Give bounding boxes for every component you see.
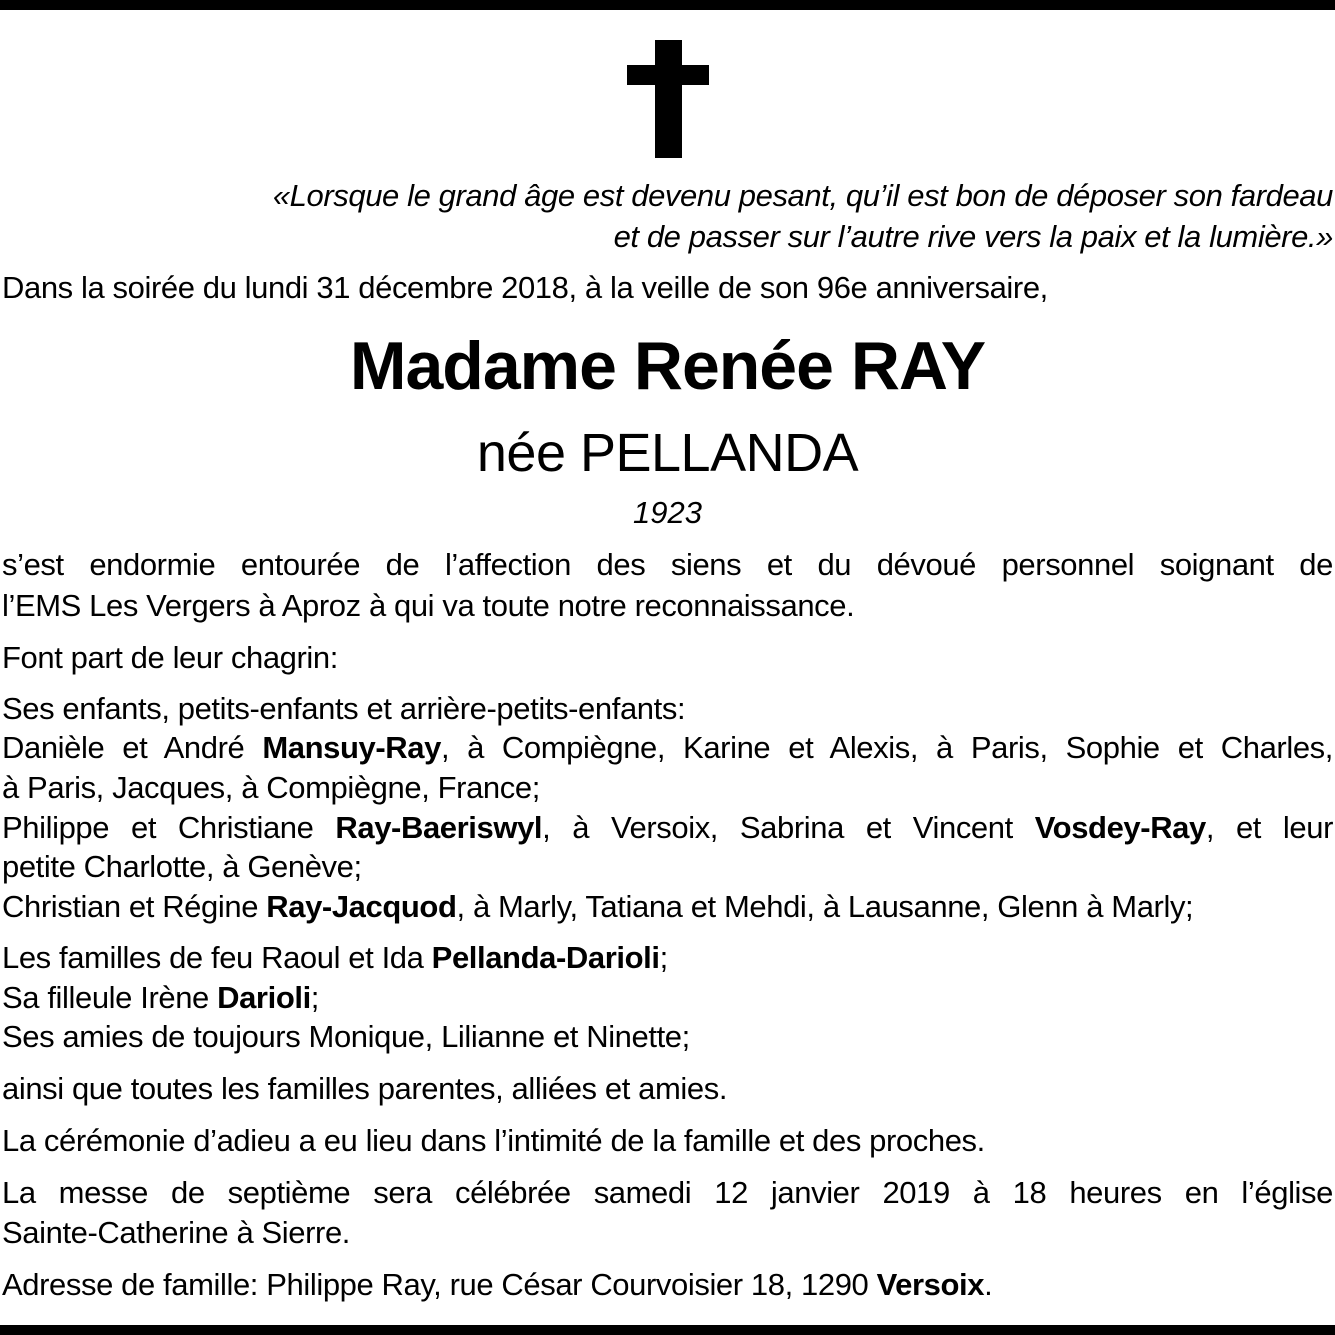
family-name-bold: Pellanda-Darioli	[431, 940, 660, 975]
address-line: Adresse de famille: Philippe Ray, rue César Courvoisier 18, 1290 Versoix.	[2, 1267, 993, 1302]
goddaughter-line: Sa filleule Irène Darioli;	[2, 980, 319, 1015]
relatives-line: ainsi que toutes les familles parentes, alliées et amies.	[2, 1071, 728, 1106]
address-city-bold: Versoix	[876, 1267, 985, 1302]
family-3-line: Christian et Régine Ray-Jacquod, à Marly, Tatiana et Mehdi, à Lausanne, Glenn à Marly;	[2, 889, 1194, 924]
quote-line-2: et de passer sur l’autre rive vers la paix et la lumière.»	[613, 219, 1333, 254]
family-name-bold: Darioli	[217, 980, 311, 1015]
mourners-intro: Font part de leur chagrin:	[2, 640, 338, 675]
cross-icon	[627, 40, 709, 158]
mass-line-2: Sainte-Catherine à Sierre.	[2, 1215, 351, 1250]
family-1-line-2: à Paris, Jacques, à Compiègne, France;	[2, 770, 540, 805]
family-2-line-2: petite Charlotte, à Genève;	[2, 849, 362, 884]
mass-line-1: La messe de septième sera célébrée samedi 12 janvier 2019 à 18 heures en l’église	[2, 1175, 1333, 1210]
maiden-name: née PELLANDA	[476, 423, 859, 483]
deceased-name: Madame Renée RAY	[349, 328, 986, 404]
family-1-line-1: Danièle et André Mansuy-Ray, à Compiègne, Karine et Alexis, à Paris, Sophie et Charles,	[2, 730, 1333, 765]
family-2-line-1: Philippe et Christiane Ray-Baeriswyl, à Versoix, Sabrina et Vincent Vosdey-Ray, et leur	[2, 810, 1333, 845]
bottom-rule	[0, 1325, 1335, 1335]
children-intro: Ses enfants, petits-enfants et arrière-petits-enfants:	[2, 691, 686, 726]
birth-year: 1923	[633, 495, 702, 530]
family-name-bold: Mansuy-Ray	[262, 730, 441, 765]
family-4-line: Les familles de feu Raoul et Ida Pellanda-Darioli;	[2, 940, 668, 975]
quote-line-1: «Lorsque le grand âge est devenu pesant, qu’il est bon de déposer son fardeau	[272, 178, 1333, 213]
announcement-line-1: s’est endormie entourée de l’affection des siens et du dévoué personnel soignant de	[2, 547, 1333, 582]
announcement-line-2: l’EMS Les Vergers à Aproz à qui va toute notre reconnaissance.	[2, 588, 855, 623]
family-name-bold: Ray-Baeriswyl	[335, 810, 543, 845]
family-name-bold: Vosdey-Ray	[1034, 810, 1206, 845]
friends-line: Ses amies de toujours Monique, Lilianne et Ninette;	[2, 1019, 690, 1054]
ceremony-line: La cérémonie d’adieu a eu lieu dans l’intimité de la famille et des proches.	[2, 1123, 985, 1158]
intro-text: Dans la soirée du lundi 31 décembre 2018, à la veille de son 96e anniversaire,	[2, 270, 1048, 305]
top-rule	[0, 0, 1335, 10]
family-name-bold: Ray-Jacquod	[266, 889, 457, 924]
